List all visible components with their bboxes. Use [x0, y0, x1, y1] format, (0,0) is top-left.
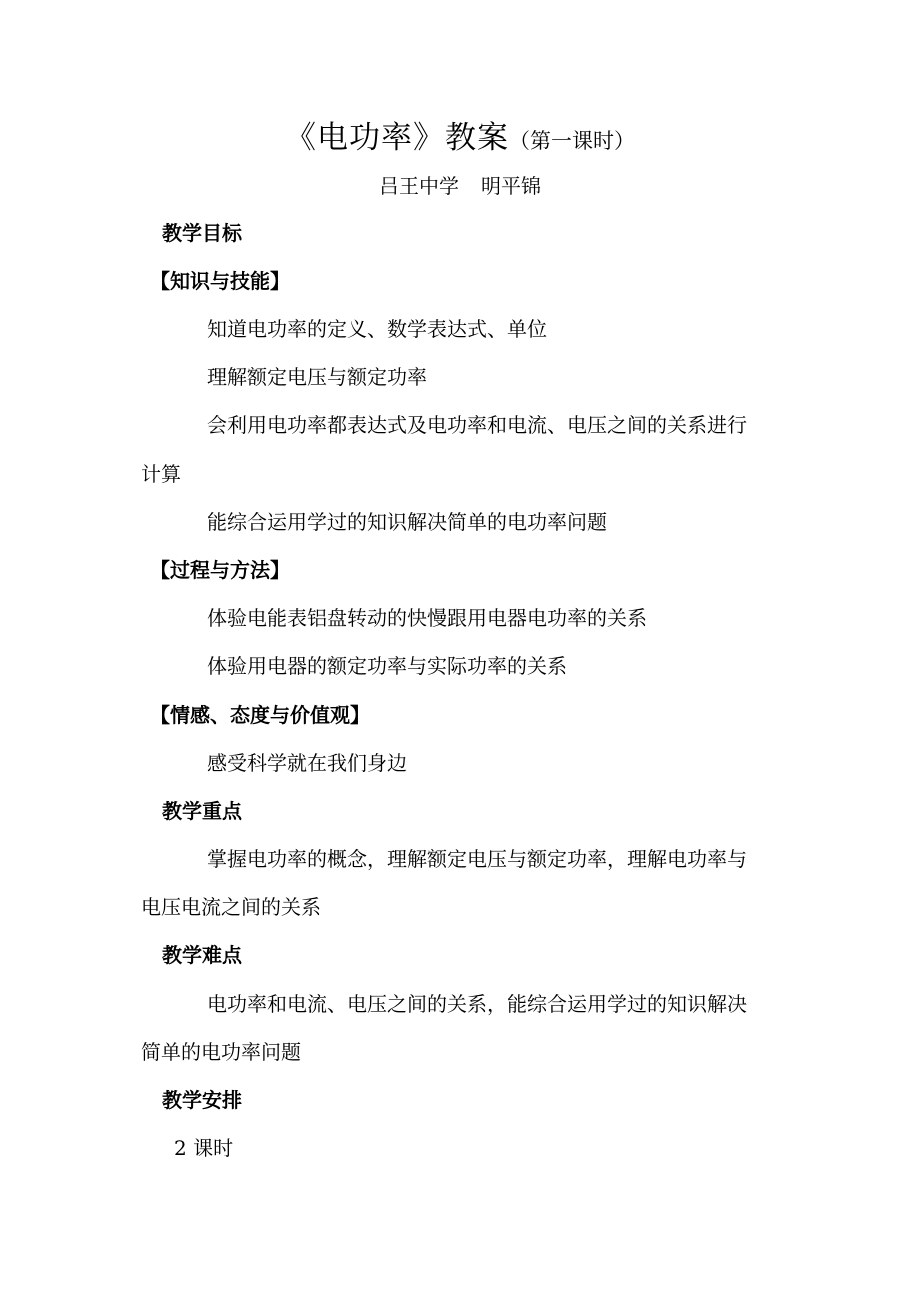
difficulties-line-continuation: 简单的电功率问题: [141, 1040, 301, 1064]
key-points-line: 掌握电功率的概念，理解额定电压与额定功率，理解电功率与: [207, 847, 747, 871]
emotion-item: 感受科学就在我们身边: [207, 751, 407, 775]
emotion-heading: 【情感、态度与价值观】: [150, 703, 370, 727]
difficulties-line: 电功率和电流、电压之间的关系，能综合运用学过的知识解决: [207, 992, 747, 1016]
process-item: 体验用电器的额定功率与实际功率的关系: [207, 654, 567, 678]
arrangement-heading: 教学安排: [162, 1088, 242, 1112]
document-title: [0, 112, 920, 157]
arrangement-value: 2 课时: [174, 1136, 234, 1160]
difficulties-heading: 教学难点: [162, 943, 242, 967]
knowledge-item: 理解额定电压与额定功率: [207, 365, 427, 389]
author-line: [0, 170, 920, 199]
knowledge-item: 能综合运用学过的知识解决简单的电功率问题: [207, 510, 607, 534]
key-points-heading: 教学重点: [162, 799, 242, 823]
title-main: 《电功率》教案: [285, 120, 509, 156]
author-name: 明平锦: [481, 174, 541, 198]
author-school: 吕王中学: [379, 174, 459, 198]
knowledge-item: 会利用电功率都表达式及电功率和电流、电压之间的关系进行: [207, 413, 747, 437]
key-points-line-continuation: 电压电流之间的关系: [141, 895, 321, 919]
title-suffix: （第一课时）: [509, 129, 635, 153]
knowledge-item: 知道电功率的定义、数学表达式、单位: [207, 317, 547, 341]
process-heading: 【过程与方法】: [150, 558, 290, 582]
knowledge-item-continuation: 计算: [141, 462, 181, 486]
knowledge-heading: 【知识与技能】: [150, 269, 290, 293]
objectives-heading: 教学目标: [162, 221, 242, 245]
process-item: 体验电能表铝盘转动的快慢跟用电器电功率的关系: [207, 606, 647, 630]
